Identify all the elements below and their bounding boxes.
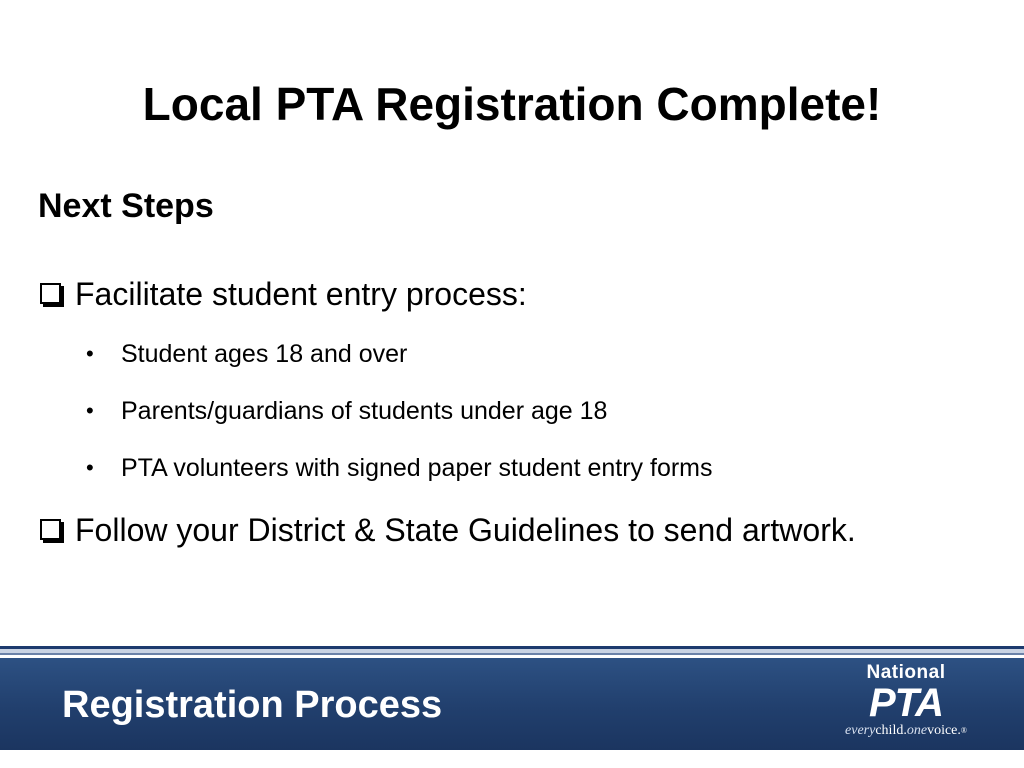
checkbox-bullet-icon (40, 519, 61, 540)
footer-divider-thin (0, 653, 1024, 655)
logo-trademark: ® (960, 726, 967, 735)
bullet-dot-icon: • (86, 341, 94, 366)
sub-list-item (86, 334, 713, 391)
bullet-dot-icon: • (86, 455, 94, 480)
logo-tagline-voice: voice. (927, 723, 961, 738)
sub-list-item-text: PTA volunteers with signed paper student entry forms (121, 454, 713, 482)
sub-list-item-text: Parents/guardians of students under age 18 (121, 397, 608, 425)
logo-tagline-child: child. (875, 723, 907, 738)
main-list-item (38, 270, 998, 318)
checkbox-bullet-icon (40, 283, 61, 304)
logo-tagline-one: one (906, 723, 928, 738)
slide-title: Local PTA Registration Complete! (142, 78, 882, 130)
main-list-item (38, 506, 878, 554)
bullet-dot-icon: • (86, 398, 94, 423)
main-list-item-text: Follow your District & State Guidelines to send artwork. (75, 512, 856, 548)
sub-list (86, 334, 713, 505)
section-heading: Next Steps (38, 187, 214, 225)
logo-national-text: National (866, 662, 946, 683)
main-list-item-text: Facilitate student entry process: (75, 276, 527, 312)
logo-tagline-every: every (845, 723, 876, 738)
sub-list-item (86, 391, 713, 448)
national-pta-logo (826, 662, 986, 746)
logo-tagline (826, 722, 986, 740)
sub-list-item (86, 448, 713, 505)
logo-pta-text: PTA (868, 681, 944, 725)
sub-list-item-text: Student ages 18 and over (121, 340, 408, 368)
footer-title: Registration Process (62, 684, 443, 726)
